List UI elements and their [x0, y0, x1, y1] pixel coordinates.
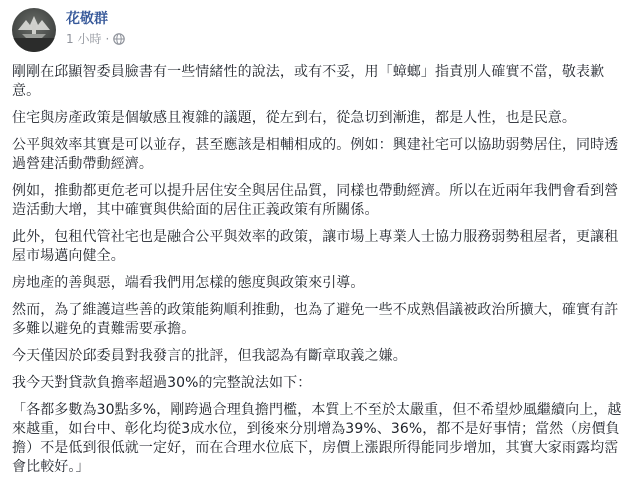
post-paragraph: 今天僅因於邱委員對我發言的批評，但我認為有斷章取義之嫌。: [12, 348, 407, 364]
post-subline: [66, 31, 125, 47]
post-paragraph-quote: 「各都多數為30點多%，剛跨過合理負擔門檻，本質上不至於太嚴重，但不希望炒風繼續向上，越來越重，如台中、彰化均從3成水位，到後來分別增為39%、36%，都不是好事情；當然（房價負擔）不是低到很低就一定好，而在合理水位底下，房價上漲跟所得能同步增加，其實大家雨露均霑會比較好。」: [12, 402, 622, 475]
author-name[interactable]: 花敬群: [66, 11, 108, 27]
avatar-photo-icon: [12, 8, 56, 52]
avatar[interactable]: [12, 8, 56, 52]
post-paragraph: 住宅與房產政策是個敏感且複雜的議題，從左到右，從急切到漸進，都是人性，也是民意。: [12, 110, 576, 126]
post-paragraph: 此外，包租代管社宅也是融合公平與效率的政策，讓市場上專業人士協力服務弱勢租屋者，更讓租屋市場邁向健全。: [12, 229, 619, 264]
post-paragraph: 然而，為了維護這些善的政策能夠順利推動，也為了避免一些不成熟倡議被政治所擴大，確實有許多難以避免的責難需要承擔。: [12, 302, 619, 337]
separator-dot: ·: [105, 32, 110, 46]
post-paragraph: 公平與效率其實是可以並存，甚至應該是相輔相成的。例如：興建社宅可以協助弱勢居住，同時透過營建活動帶動經濟。: [12, 137, 619, 172]
post-body: [12, 63, 628, 477]
post-paragraph: 剛剛在邱顯智委員臉書有一些情緒性的說法，或有不妥，用「蟑螂」指責別人確實不當，敬表歉意。: [12, 64, 605, 99]
post-timestamp[interactable]: 1 小時: [66, 32, 102, 46]
post-paragraph: 房地產的善與惡，端看我們用怎樣的態度與政策來引導。: [12, 275, 365, 291]
post-meta: [66, 8, 125, 47]
post-paragraph: 我今天對貸款負擔率超過30%的完整說法如下：: [12, 375, 312, 391]
globe-icon[interactable]: [113, 33, 125, 45]
post-header: [12, 8, 628, 62]
post-paragraph: 例如，推動都更危老可以提升居住安全與居住品質，同樣也帶動經濟。所以在近兩年我們會看到營造活動大增，其中確實與供給面的居住正義政策有所關係。: [12, 183, 619, 218]
